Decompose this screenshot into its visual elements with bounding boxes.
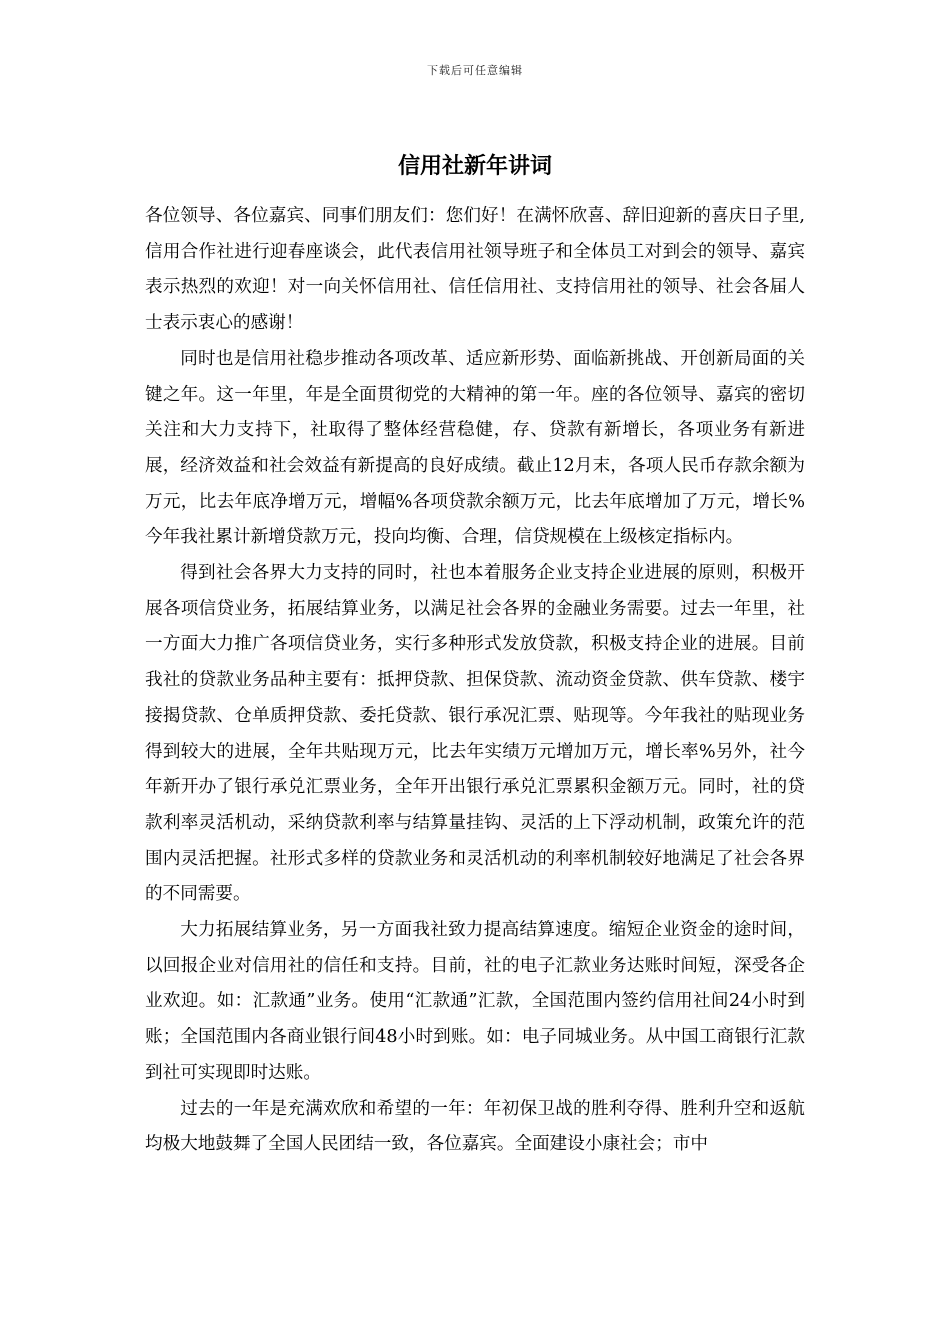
header-note: 下载后可任意编辑 (427, 64, 523, 77)
paragraph-past-year: 过去的一年是充满欢欣和希望的一年：年初保卫战的胜利夺得、胜利升空和返航均极大地鼓舞了全国人民团结一致，各位嘉宾。全面建设小康社会；市中 (145, 1098, 805, 1155)
document-body (145, 199, 805, 1163)
paragraph-greeting: 各位领导、各位嘉宾、同事们朋友们：您们好！在满怀欣喜、辞旧迎新的喜庆日子里,信用合作社进行迎春座谈会，此代表信用社领导班子和全体员工对到会的领导、嘉宾表示热烈的欢迎！对一向关怀信用社、信任信用社、支持信用社的领导、社会各届人士表示衷心的感谢！ (145, 206, 805, 334)
document-title: 信用社新年讲词 (397, 154, 552, 179)
paragraph-review: 同时也是信用社稳步推动各项改革、适应新形势、面临新挑战、开创新局面的关键之年。这一年里，年是全面贯彻党的大精神的第一年。座的各位领导、嘉宾的密切关注和大力支持下，社取得了整体经营稳健，存、贷款有新增长，各项业务有新进展，经济效益和社会效益有新提高的良好成绩。截止12月末，各项人民币存款余额为万元，比去年底净增万元，增幅%各项贷款余额万元，比去年底增加了万元，增长%今年我社累计新增贷款万元，投向均衡、合理，信贷规模在上级核定指标内。 (145, 348, 805, 548)
paragraph-settlement: 大力拓展结算业务，另一方面我社致力提高结算速度。缩短企业资金的途时间，以回报企业对信用社的信任和支持。目前，社的电子汇款业务达账时间短，深受各企业欢迎。如：汇款通”业务。使用“汇款通”汇款，全国范围内签约信用社间24小时到账；全国范围内各商业银行间48小时到账。如：电子同城业务。从中国工商银行汇款到社可实现即时达账。 (145, 920, 805, 1083)
paragraph-credit-business: 得到社会各界大力支持的同时，社也本着服务企业支持企业进展的原则，积极开展各项信贷业务，拓展结算业务，以满足社会各界的金融业务需要。过去一年里，社一方面大力推广各项信贷业务，实行多种形式发放贷款，积极支持企业的进展。目前我社的贷款业务品种主要有：抵押贷款、担保贷款、流动资金贷款、供车贷款、楼宇接揭贷款、仓单质押贷款、委托贷款、银行承况汇票、贴现等。今年我社的贴现业务得到较大的进展，全年共贴现万元，比去年实绩万元增加万元，增长率%另外，社今年新开办了银行承兑汇票业务，全年开出银行承兑汇票累积金额万元。同时，社的贷款利率灵活机动，采纳贷款利率与结算量挂钩、灵活的上下浮动机制，政策允许的范围内灵活把握。社形式多样的贷款业务和灵活机动的利率机制较好地满足了社会各界的不同需要。 (145, 563, 805, 905)
